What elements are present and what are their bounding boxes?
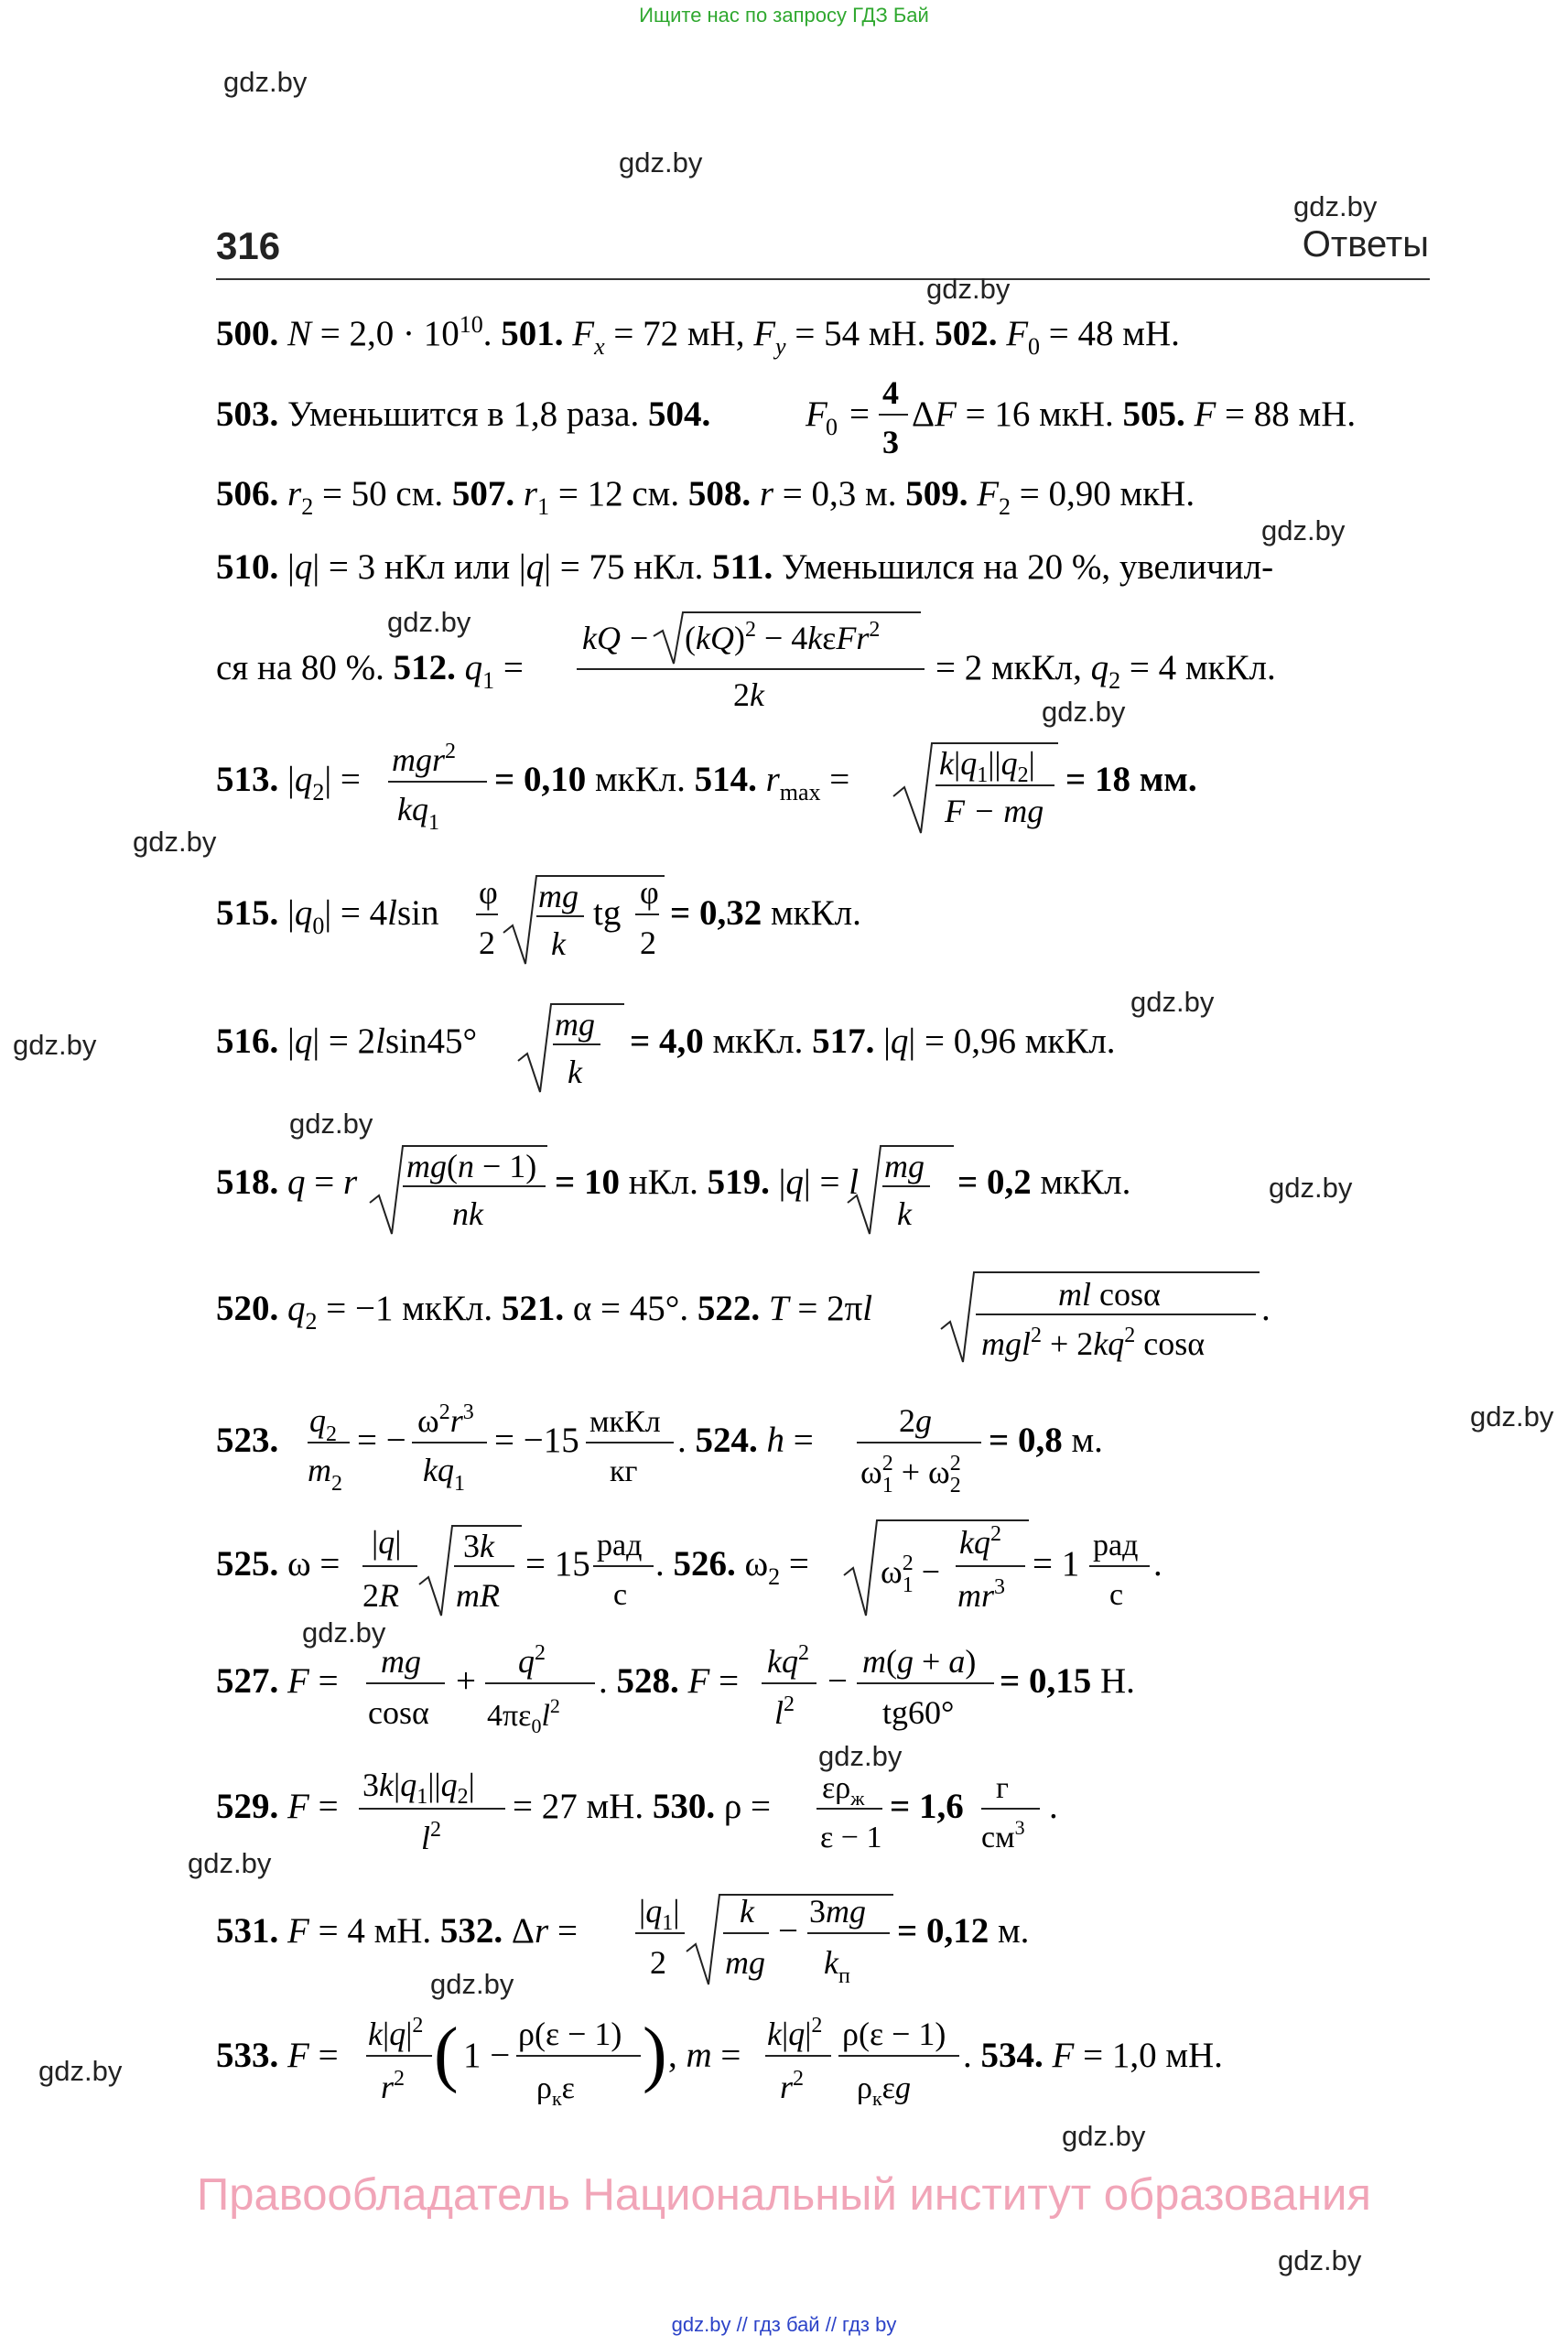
svg-text:0: 0	[826, 414, 838, 440]
svg-text:mg: mg	[381, 1643, 421, 1680]
svg-text:= 0,2 мкКл.: = 0,2 мкКл.	[957, 1162, 1131, 1202]
svg-text:q2: $q^2$	[518, 1641, 546, 1680]
svg-text:520. q2 = −1 мкКл. 521. α = 45: 520. $q_2 = -1$ мкКл. 521. α = 45°. 522. T = 2πl	[216, 1289, 873, 1335]
svg-text:с: с	[613, 1578, 628, 1612]
watermark: gdz.by	[223, 66, 308, 98]
svg-text:= 15: = 15	[525, 1544, 590, 1584]
svg-text:.: .	[1153, 1544, 1162, 1584]
svg-text:2: 2	[640, 924, 656, 961]
svg-text:= 2 мкКл, q2 = 4 мкКл.: = 2 мкКл, $q_2 = 4$ мкКл.	[935, 648, 1276, 694]
watermark: gdz.by	[430, 1968, 514, 2000]
watermark: gdz.by	[619, 146, 703, 178]
svg-text:513. |q2| =: 513. $|q_2|$ =	[216, 760, 361, 805]
svg-text:mgl2 + 2kq2 cosα: $mgl^2 + 2kq^2$ cosα	[981, 1324, 1206, 1362]
svg-text:506. r2 = 50 см. 507. r1 = 12: 506. $r_2 = 50$ см. 507. $r_1 = 12$ см. 508. r = 0,3 м. 509. $F_2 = 0,90$ мкН.	[216, 474, 1195, 520]
watermark: gdz.by	[1278, 2244, 1362, 2276]
svg-text:r2: $r^2$	[381, 2067, 406, 2105]
svg-text:nk: nk	[452, 1195, 483, 1232]
svg-text:ρкε: $\rho_к\varepsilon$	[536, 2071, 575, 2110]
svg-text:=: =	[849, 395, 870, 434]
svg-text:kп: $k_п$	[824, 1944, 850, 1988]
svg-text:510. |q| = 3 нКл или |q| = 75: 510. |q| = 3 нКл или |q| = 75 нКл. 511. Уменьшился на 20 %, увеличил-	[216, 547, 1274, 587]
answer-line-523	[216, 1391, 1433, 1501]
svg-text:г: г	[996, 1771, 1009, 1805]
svg-text:ερж: $\varepsilon\rho_ж$	[822, 1771, 865, 1810]
svg-text:|q1|: $|q_1|$	[639, 1893, 680, 1935]
svg-text:−: −	[778, 1911, 798, 1951]
svg-text:m2: $m_2$	[308, 1452, 342, 1496]
copyright-notice: Правообладатель Национальный институт образования	[197, 2170, 1371, 2220]
svg-text:. 524. h =: . 524. h =	[677, 1421, 814, 1460]
svg-text:): )	[643, 2014, 667, 2094]
answer-line-516	[216, 993, 1433, 1103]
svg-text:= 4,0 мкКл. 517. |q| = 0,96 мк: = 4,0 мкКл. 517. |q| = 0,96 мкКл.	[630, 1022, 1116, 1061]
svg-text:ml cosα: ml cosα	[1058, 1276, 1161, 1313]
svg-text:2k: 2k	[733, 676, 764, 713]
svg-text:mR: mR	[456, 1577, 500, 1614]
svg-text:−: −	[630, 620, 649, 656]
svg-text:k: k	[568, 1054, 582, 1090]
svg-text:531. F = 4 мН. 532. Δr =: 531. F = 4 мН. 532. Δr =	[216, 1911, 578, 1951]
svg-text:mg: mg	[555, 1006, 595, 1043]
svg-text:ΔF = 16 мкН. 505. F = 88 мН.: ΔF = 16 мкН. 505. F = 88 мН.	[912, 395, 1357, 434]
watermark: gdz.by	[1269, 1172, 1353, 1204]
svg-text:tg: tg	[593, 893, 622, 933]
svg-text:r2: $r^2$	[780, 2067, 805, 2105]
svg-text:ся на 80 %. 512. q1 =: ся на 80 %. 512. $q_1$ =	[216, 648, 524, 694]
svg-text:ω2r3: $\omega^2r^3$	[417, 1400, 474, 1439]
watermark: gdz.by	[188, 1847, 272, 1879]
watermark: gdz.by	[38, 2055, 123, 2087]
svg-text:φ: φ	[479, 874, 498, 911]
svg-text:= −15: = −15	[494, 1421, 579, 1460]
svg-text:ε − 1: ε − 1	[820, 1821, 882, 1854]
svg-text:mg(n − 1): mg(n − 1)	[406, 1148, 537, 1184]
svg-text:|q|: |q|	[372, 1524, 402, 1561]
svg-text:527. F =: 527. F =	[216, 1661, 339, 1701]
watermark: gdz.by	[818, 1740, 903, 1772]
svg-text:= 1,6: = 1,6	[890, 1787, 964, 1826]
svg-text:.: .	[1261, 1289, 1271, 1328]
svg-text:ρ(ε − 1): ρ(ε − 1)	[518, 2016, 622, 2052]
svg-text:3: 3	[882, 424, 899, 460]
answer-line-515	[216, 865, 1433, 975]
svg-text:.: .	[1049, 1787, 1058, 1826]
svg-text:= 0,32 мкКл.: = 0,32 мкКл.	[670, 893, 861, 933]
watermark: gdz.by	[1261, 514, 1346, 546]
svg-text:ω12 + ω22: $\omega_12 + \omega_22$	[860, 1452, 961, 1497]
watermark: gdz.by	[387, 606, 471, 638]
svg-text:= 0,10 мкКл. 514. rmax =: = 0,10 мкКл. 514. $r_{max}$ =	[494, 760, 850, 805]
svg-text:кг: кг	[610, 1454, 638, 1488]
svg-text:ρкεg: $\rho_к\varepsilon g$	[857, 2071, 911, 2110]
svg-text:500. N = 2,0 · 1010. 501. Fx =: 500. $N = 2,0 \cdot 10^{10}$. 501. $F_x = 72$ мН, $F_y = 54$ мН. 502. $F_0 = 48$ мН.	[216, 311, 1180, 360]
svg-text:mr3: $mr^3$	[957, 1575, 1006, 1614]
svg-text:cosα: cosα	[368, 1694, 429, 1731]
svg-text:. 528. F =: . 528. F =	[599, 1661, 740, 1701]
svg-text:. 534. F = 1,0 мН.: . 534. F = 1,0 мН.	[963, 2036, 1223, 2075]
svg-text:525. ω =: 525. ω =	[216, 1544, 341, 1584]
svg-text:F − mg: F − mg	[945, 793, 1044, 829]
watermark: gdz.by	[1293, 190, 1378, 222]
svg-text:рад: рад	[597, 1529, 643, 1562]
svg-text:ω12 −: $\omega_12$ −	[881, 1551, 941, 1597]
answer-line-525	[216, 1515, 1433, 1625]
svg-text:3k|q1||q2|: $3k|q_1||q_2|$	[362, 1767, 475, 1809]
svg-text:−: −	[827, 1661, 848, 1701]
watermark: gdz.by	[1042, 696, 1126, 728]
svg-text:(: (	[434, 2014, 459, 2094]
svg-text:= 27 мН. 530. ρ =: = 27 мН. 530. ρ =	[513, 1787, 772, 1826]
svg-text:2g: 2g	[899, 1402, 932, 1439]
svg-text:рад: рад	[1093, 1529, 1139, 1562]
svg-text:k: k	[740, 1893, 754, 1930]
svg-text:1 −: 1 −	[463, 2036, 511, 2075]
svg-text:k: k	[897, 1195, 912, 1232]
watermark: gdz.by	[133, 826, 217, 858]
header-rule	[216, 278, 1430, 280]
answer-line-500	[216, 307, 1433, 362]
page-number: 316	[216, 224, 281, 267]
answer-line-506	[216, 467, 1433, 522]
answer-line-518	[216, 1135, 1433, 1245]
svg-text:mgr2: mgr$^2$	[392, 740, 457, 778]
svg-text:F: F	[806, 395, 827, 434]
answer-line-529	[216, 1757, 1433, 1867]
svg-text:mg: mg	[725, 1944, 765, 1981]
answer-line-527	[216, 1634, 1433, 1744]
watermark: gdz.by	[1470, 1400, 1554, 1432]
svg-text:= 0,12 м.: = 0,12 м.	[897, 1911, 1030, 1951]
svg-text:mg: mg	[538, 878, 579, 914]
answer-line-503	[216, 371, 1433, 462]
top-search-note: Ищите нас по запросу ГДЗ Бай	[639, 4, 929, 27]
svg-text:, m =: , m =	[668, 2036, 741, 2075]
svg-text:4: 4	[882, 374, 899, 411]
svg-text:. 526. ω2 =: . 526. $\omega_2$ =	[655, 1544, 809, 1590]
answer-line-510	[216, 540, 1433, 595]
answer-line-512	[216, 609, 1433, 719]
svg-text:q2: $q_2$	[309, 1402, 337, 1446]
svg-text:l2: $l^2$	[774, 1692, 795, 1731]
svg-text:k: k	[551, 925, 566, 962]
svg-text:tg60°: tg60°	[882, 1694, 955, 1731]
svg-text:3k: 3k	[463, 1528, 494, 1564]
svg-text:мкКл: мкКл	[589, 1405, 661, 1439]
svg-text:ρ(ε − 1): ρ(ε − 1)	[842, 2016, 946, 2052]
answer-line-531	[216, 1886, 1433, 1995]
svg-text:kQ: kQ	[582, 620, 621, 656]
svg-text:см3: $см^3$	[981, 1816, 1025, 1854]
svg-text:kq2: $kq^2$	[959, 1522, 1001, 1561]
svg-text:kq1: $kq_1$	[423, 1452, 465, 1496]
svg-text:φ: φ	[640, 874, 659, 911]
svg-text:515. |q0| = 4lsin: 515. $|q_0| = 4lsin$	[216, 893, 439, 939]
svg-text:= −: = −	[357, 1421, 406, 1460]
svg-text:k|q1||q2|: $k|q_1||q_2|$	[939, 745, 1035, 787]
svg-text:= 18 мм.: = 18 мм.	[1065, 760, 1197, 799]
watermark: gdz.by	[1062, 2120, 1146, 2152]
svg-text:k|q|2: $k|q|^2$	[767, 2014, 823, 2052]
svg-text:516. |q| = 2lsin45°: 516. |q| = 2lsin45°	[216, 1022, 478, 1061]
svg-text:(kQ)2 − 4kεFr2: (kQ)$^2$ − 4kεFr$^2$	[685, 618, 881, 656]
answer-line-520	[216, 1263, 1433, 1373]
svg-text:kq2: $kq^2$	[767, 1641, 809, 1680]
svg-text:= 10 нКл. 519. |q| = l: = 10 нКл. 519. |q| = l	[555, 1162, 860, 1202]
svg-text:l2: $l^2$	[421, 1818, 442, 1856]
svg-text:529. F =: 529. F =	[216, 1787, 339, 1826]
svg-text:= 0,15 Н.: = 0,15 Н.	[1000, 1661, 1135, 1701]
svg-text:4πε0l2: $4\pi\varepsilon_0l^2$	[487, 1694, 560, 1737]
answer-line-513	[216, 732, 1433, 842]
svg-text:2: 2	[479, 924, 495, 961]
svg-text:k|q|2: $k|q|^2$	[368, 2014, 424, 2052]
svg-text:m(g + a): m(g + a)	[862, 1643, 977, 1680]
svg-text:mg: mg	[884, 1148, 925, 1184]
svg-text:= 0,8 м.: = 0,8 м.	[989, 1421, 1103, 1460]
svg-text:= 1: = 1	[1033, 1544, 1080, 1584]
watermark: gdz.by	[302, 1616, 386, 1649]
svg-text:2R: 2R	[362, 1577, 399, 1614]
watermark: gdz.by	[13, 1029, 97, 1061]
section-title: Ответы	[1302, 224, 1429, 265]
svg-text:с: с	[1109, 1578, 1124, 1612]
svg-text:533. F =: 533. F =	[216, 2036, 339, 2075]
svg-text:kq1: $kq_1$	[397, 791, 439, 835]
svg-text:523.: 523.	[216, 1421, 279, 1460]
footer-links[interactable]: gdz.by // гдз бай // гдз by	[671, 2313, 897, 2336]
svg-text:503. Уменьшится в 1,8 раза. 50: 503. Уменьшится в 1,8 раза. 504.	[216, 395, 711, 434]
svg-text:+: +	[456, 1661, 476, 1701]
watermark: gdz.by	[1130, 986, 1215, 1018]
watermark: gdz.by	[289, 1108, 373, 1140]
svg-text:2: 2	[650, 1944, 666, 1981]
svg-text:518. q = r: 518. q = r	[216, 1162, 358, 1202]
svg-text:3mg: 3mg	[809, 1893, 866, 1930]
answer-line-533	[216, 2005, 1433, 2124]
watermark: gdz.by	[926, 273, 1011, 305]
